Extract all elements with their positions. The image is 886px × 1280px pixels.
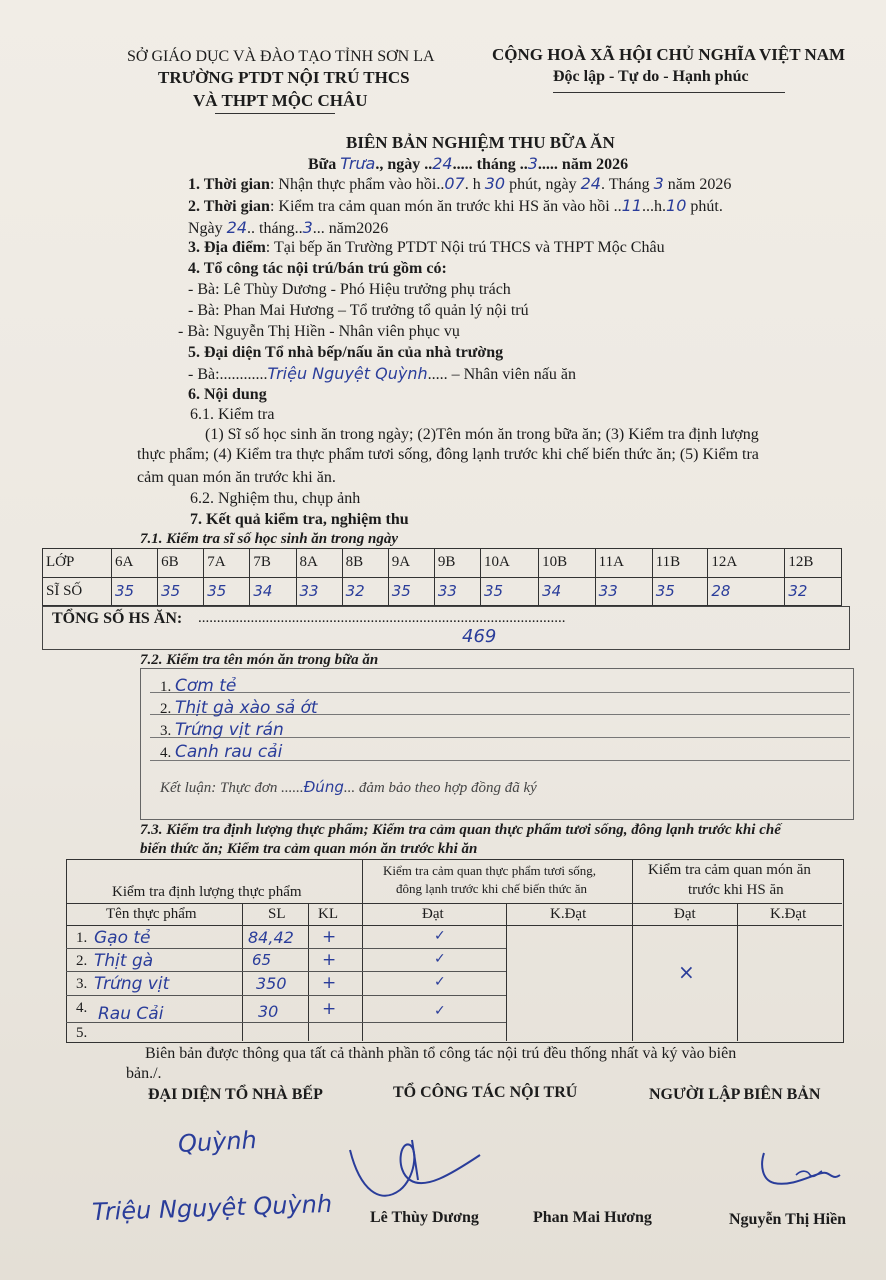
food-table-col-line	[506, 903, 507, 1041]
row-number: 2.	[76, 953, 88, 969]
section-1-time: 1. Thời gian: Nhận thực phẩm vào hồi..07. h 30 phút, ngày 24. Tháng 3 năm 2026	[188, 174, 732, 193]
section-5-heading: 5. Đại diện Tổ nhà bếp/nấu ăn của nhà trường	[188, 344, 504, 361]
food-name: Rau Cải	[98, 1004, 164, 1024]
signer-name-3: Nguyễn Thị Hiền	[729, 1211, 847, 1228]
row-number: 3.	[76, 976, 88, 992]
food-table-col-line	[632, 859, 633, 1041]
kitchen-staff-line: - Bà:............Triệu Nguyệt Quỳnh..... – Nhân viên nấu ăn	[188, 364, 576, 383]
signer-name-2: Phan Mai Hương	[533, 1209, 652, 1226]
report-maker-title: NGƯỜI LẬP BIÊN BẢN	[649, 1086, 821, 1103]
header-quantity-check: Kiểm tra định lượng thực phẩm	[112, 884, 302, 900]
section-2-time: 2. Thời gian: Kiểm tra cảm quan món ăn trước khi HS ăn vào hồi ..11...h.10 phút.	[188, 196, 723, 215]
national-motto: Độc lập - Tự do - Hạnh phúc	[553, 68, 749, 85]
class-name: 12A	[708, 549, 785, 578]
col-kl: KL	[318, 906, 338, 922]
food-weight-mark: +	[322, 927, 337, 947]
food-weight-mark: +	[322, 999, 337, 1019]
kitchen-staff-name: Triệu Nguyệt Quỳnh	[267, 364, 428, 383]
total-students-label: TỔNG SỐ HS ĂN:	[52, 610, 183, 627]
class-count: 28	[708, 577, 785, 606]
class-name: 10A	[481, 549, 539, 578]
food-table-col-line	[362, 859, 363, 1041]
class-count: 34	[250, 577, 296, 606]
meal-line: Bữa Trưa., ngày ..24..... tháng ..3..... năm 2026	[308, 154, 629, 173]
class-count: 35	[112, 577, 158, 606]
boarding-team-title: TỔ CÔNG TÁC NỘI TRÚ	[393, 1084, 578, 1101]
total-students-value: 469	[462, 626, 497, 647]
section-4-heading: 4. Tổ công tác nội trú/bán trú gồm có:	[188, 260, 447, 277]
kitchen-rep-title: ĐẠI DIỆN TỔ NHÀ BẾP	[148, 1086, 323, 1103]
checklist-line-1: (1) Sĩ số học sinh ăn trong ngày; (2)Tên món ăn trong bữa ăn; (3) Kiểm tra định lượng	[205, 426, 759, 443]
section-7-3-line2: biến thức ăn; Kiểm tra cảm quan món ăn trước khi ăn	[140, 841, 478, 857]
school-name-line1: TRƯỜNG PTDT NỘI TRÚ THCS	[158, 68, 410, 87]
section-7-3-line1: 7.3. Kiểm tra định lượng thực phẩm; Kiểm tra cảm quan thực phẩm tươi sống, đông lạnh trước khi chế	[140, 822, 781, 838]
row-number: 5.	[76, 1025, 88, 1041]
food-table-row-line	[66, 995, 506, 996]
class-count: 34	[539, 577, 596, 606]
class-count: 33	[434, 577, 480, 606]
document-title: BIÊN BẢN NGHIỆM THU BỮA ĂN	[346, 133, 615, 152]
col-pass-dish: Đạt	[674, 906, 696, 922]
fresh-pass-mark: ✓	[434, 974, 446, 990]
food-weight-mark: +	[322, 973, 337, 993]
header-fresh-check-line1: Kiểm tra cảm quan thực phẩm tươi sống,	[383, 863, 597, 878]
closing-line1: Biên bản được thông qua tất cả thành phần tổ công tác nội trú đều thống nhất và ký vào biên	[145, 1045, 737, 1062]
row-number: 4.	[76, 1000, 88, 1016]
member-1: - Bà: Lê Thùy Dương - Phó Hiệu trưởng phụ trách	[188, 281, 511, 298]
closing-line2: bản./.	[126, 1065, 162, 1082]
menu-conclusion: Kết luận: Thực đơn ......Đúng... đảm bảo theo hợp đồng đã ký	[160, 778, 537, 796]
food-name: Gạo tẻ	[94, 928, 151, 948]
kitchen-signature: Quỳnh	[177, 1125, 258, 1159]
class-name: 8B	[342, 549, 388, 578]
section-6-1: 6.1. Kiểm tra	[190, 406, 275, 423]
class-name: 7A	[204, 549, 250, 578]
class-count: 35	[481, 577, 539, 606]
class-name: 6A	[112, 549, 158, 578]
conclusion-value: Đúng	[303, 778, 344, 796]
checklist-line-2: thực phẩm; (4) Kiểm tra thực phẩm tươi sống, đông lạnh trước khi chế biến thức ăn; (5) Kiểm tra	[137, 446, 759, 463]
section-6-2: 6.2. Nghiệm thu, chụp ảnh	[190, 490, 361, 507]
food-quantity: 350	[256, 974, 287, 993]
row-number: 1.	[76, 930, 88, 946]
col-sl: SL	[268, 906, 286, 922]
signature-le-thuy-duong	[340, 1120, 490, 1210]
meal-name: Trưa	[340, 154, 376, 173]
section-7-2: 7.2. Kiểm tra tên món ăn trong bữa ăn	[140, 652, 379, 668]
checklist-line-3: cảm quan món ăn trước khi ăn.	[137, 469, 336, 486]
kitchen-handwritten-name: Triệu Nguyệt Quỳnh	[91, 1189, 333, 1227]
fresh-pass-mark: ✓	[434, 928, 446, 944]
dish-item: 4. Canh rau cải	[160, 742, 283, 762]
header-dish-check-line1: Kiểm tra cảm quan món ăn	[648, 862, 811, 878]
class-count: 35	[652, 577, 708, 606]
meal-month: 3	[527, 154, 538, 173]
class-count: 35	[388, 577, 434, 606]
class-name: 6B	[158, 549, 204, 578]
signature-nguyen-thi-hien	[752, 1145, 852, 1195]
class-name: 11B	[652, 549, 708, 578]
dish-item: 1. Cơm tẻ	[160, 676, 237, 696]
fresh-pass-mark: ✓	[434, 951, 446, 967]
class-count: 32	[785, 577, 842, 606]
dish-item: 2. Thịt gà xào sả ớt	[160, 698, 318, 718]
class-name: 7B	[250, 549, 296, 578]
class-name: 11A	[595, 549, 652, 578]
class-count: 35	[158, 577, 204, 606]
col-food-name: Tên thực phẩm	[106, 906, 197, 922]
meal-day: 24	[432, 154, 453, 173]
food-quantity: 84,42	[248, 928, 294, 947]
national-title: CỘNG HOÀ XÃ HỘI CHỦ NGHĨA VIỆT NAM	[492, 45, 846, 64]
food-quantity: 65	[252, 951, 272, 969]
header-dish-check-line2: trước khi HS ăn	[688, 882, 784, 898]
col-pass-fresh: Đạt	[422, 906, 444, 922]
signer-name-1: Lê Thùy Dương	[370, 1209, 479, 1226]
class-count: 32	[342, 577, 388, 606]
class-row-label: LỚP	[43, 549, 112, 578]
class-count: 33	[296, 577, 342, 606]
food-table-row-line	[66, 903, 842, 904]
fresh-pass-mark: ✓	[434, 1003, 446, 1019]
class-name: 12B	[785, 549, 842, 578]
food-table-col-line	[242, 903, 243, 1041]
member-2: - Bà: Phan Mai Hương – Tổ trưởng tổ quản lý nội trú	[188, 302, 529, 319]
section-7-1: 7.1. Kiểm tra sĩ số học sinh ăn trong ngày	[140, 531, 398, 547]
class-name: 9B	[434, 549, 480, 578]
school-name-line2: VÀ THPT MỘC CHÂU	[193, 91, 368, 110]
class-row	[43, 549, 842, 578]
food-name: Trứng vịt	[94, 974, 170, 994]
header-left-rule	[215, 113, 335, 114]
food-table-row-line	[66, 948, 506, 949]
dish-check-mark: ×	[678, 960, 695, 984]
count-row-label: SĨ SỐ	[43, 577, 112, 606]
section-2-date: Ngày 24.. tháng..3... năm2026	[188, 218, 389, 237]
food-table-col-line	[308, 903, 309, 1041]
food-table-row-line	[66, 971, 506, 972]
dish-item: 3. Trứng vịt rán	[160, 720, 284, 740]
class-count: 33	[595, 577, 652, 606]
header-right-rule	[553, 92, 785, 93]
food-table-row-line	[66, 925, 842, 926]
col-fail-fresh: K.Đạt	[550, 906, 587, 922]
department-name: SỞ GIÁO DỤC VÀ ĐÀO TẠO TỈNH SƠN LA	[127, 48, 435, 65]
col-fail-dish: K.Đạt	[770, 906, 807, 922]
total-students-dots: ..................................................................................................	[198, 610, 566, 626]
section-6-heading: 6. Nội dung	[188, 386, 267, 403]
class-count-table	[42, 548, 842, 606]
food-quantity: 30	[258, 1002, 279, 1021]
member-3: - Bà: Nguyễn Thị Hiền - Nhân viên phục vụ	[178, 323, 460, 340]
count-row	[43, 577, 842, 606]
class-count: 35	[204, 577, 250, 606]
dish-rule	[150, 692, 850, 693]
food-weight-mark: +	[322, 950, 337, 970]
food-table-col-line	[737, 903, 738, 1041]
food-name: Thịt gà	[94, 951, 154, 971]
class-name: 8A	[296, 549, 342, 578]
header-fresh-check-line2: đông lạnh trước khi chế biến thức ăn	[396, 881, 587, 896]
class-name: 10B	[539, 549, 596, 578]
section-7-heading: 7. Kết quả kiểm tra, nghiệm thu	[190, 511, 409, 528]
section-3-location: 3. Địa điểm: Tại bếp ăn Trường PTDT Nội trú THCS và THPT Mộc Châu	[188, 239, 665, 256]
class-name: 9A	[388, 549, 434, 578]
